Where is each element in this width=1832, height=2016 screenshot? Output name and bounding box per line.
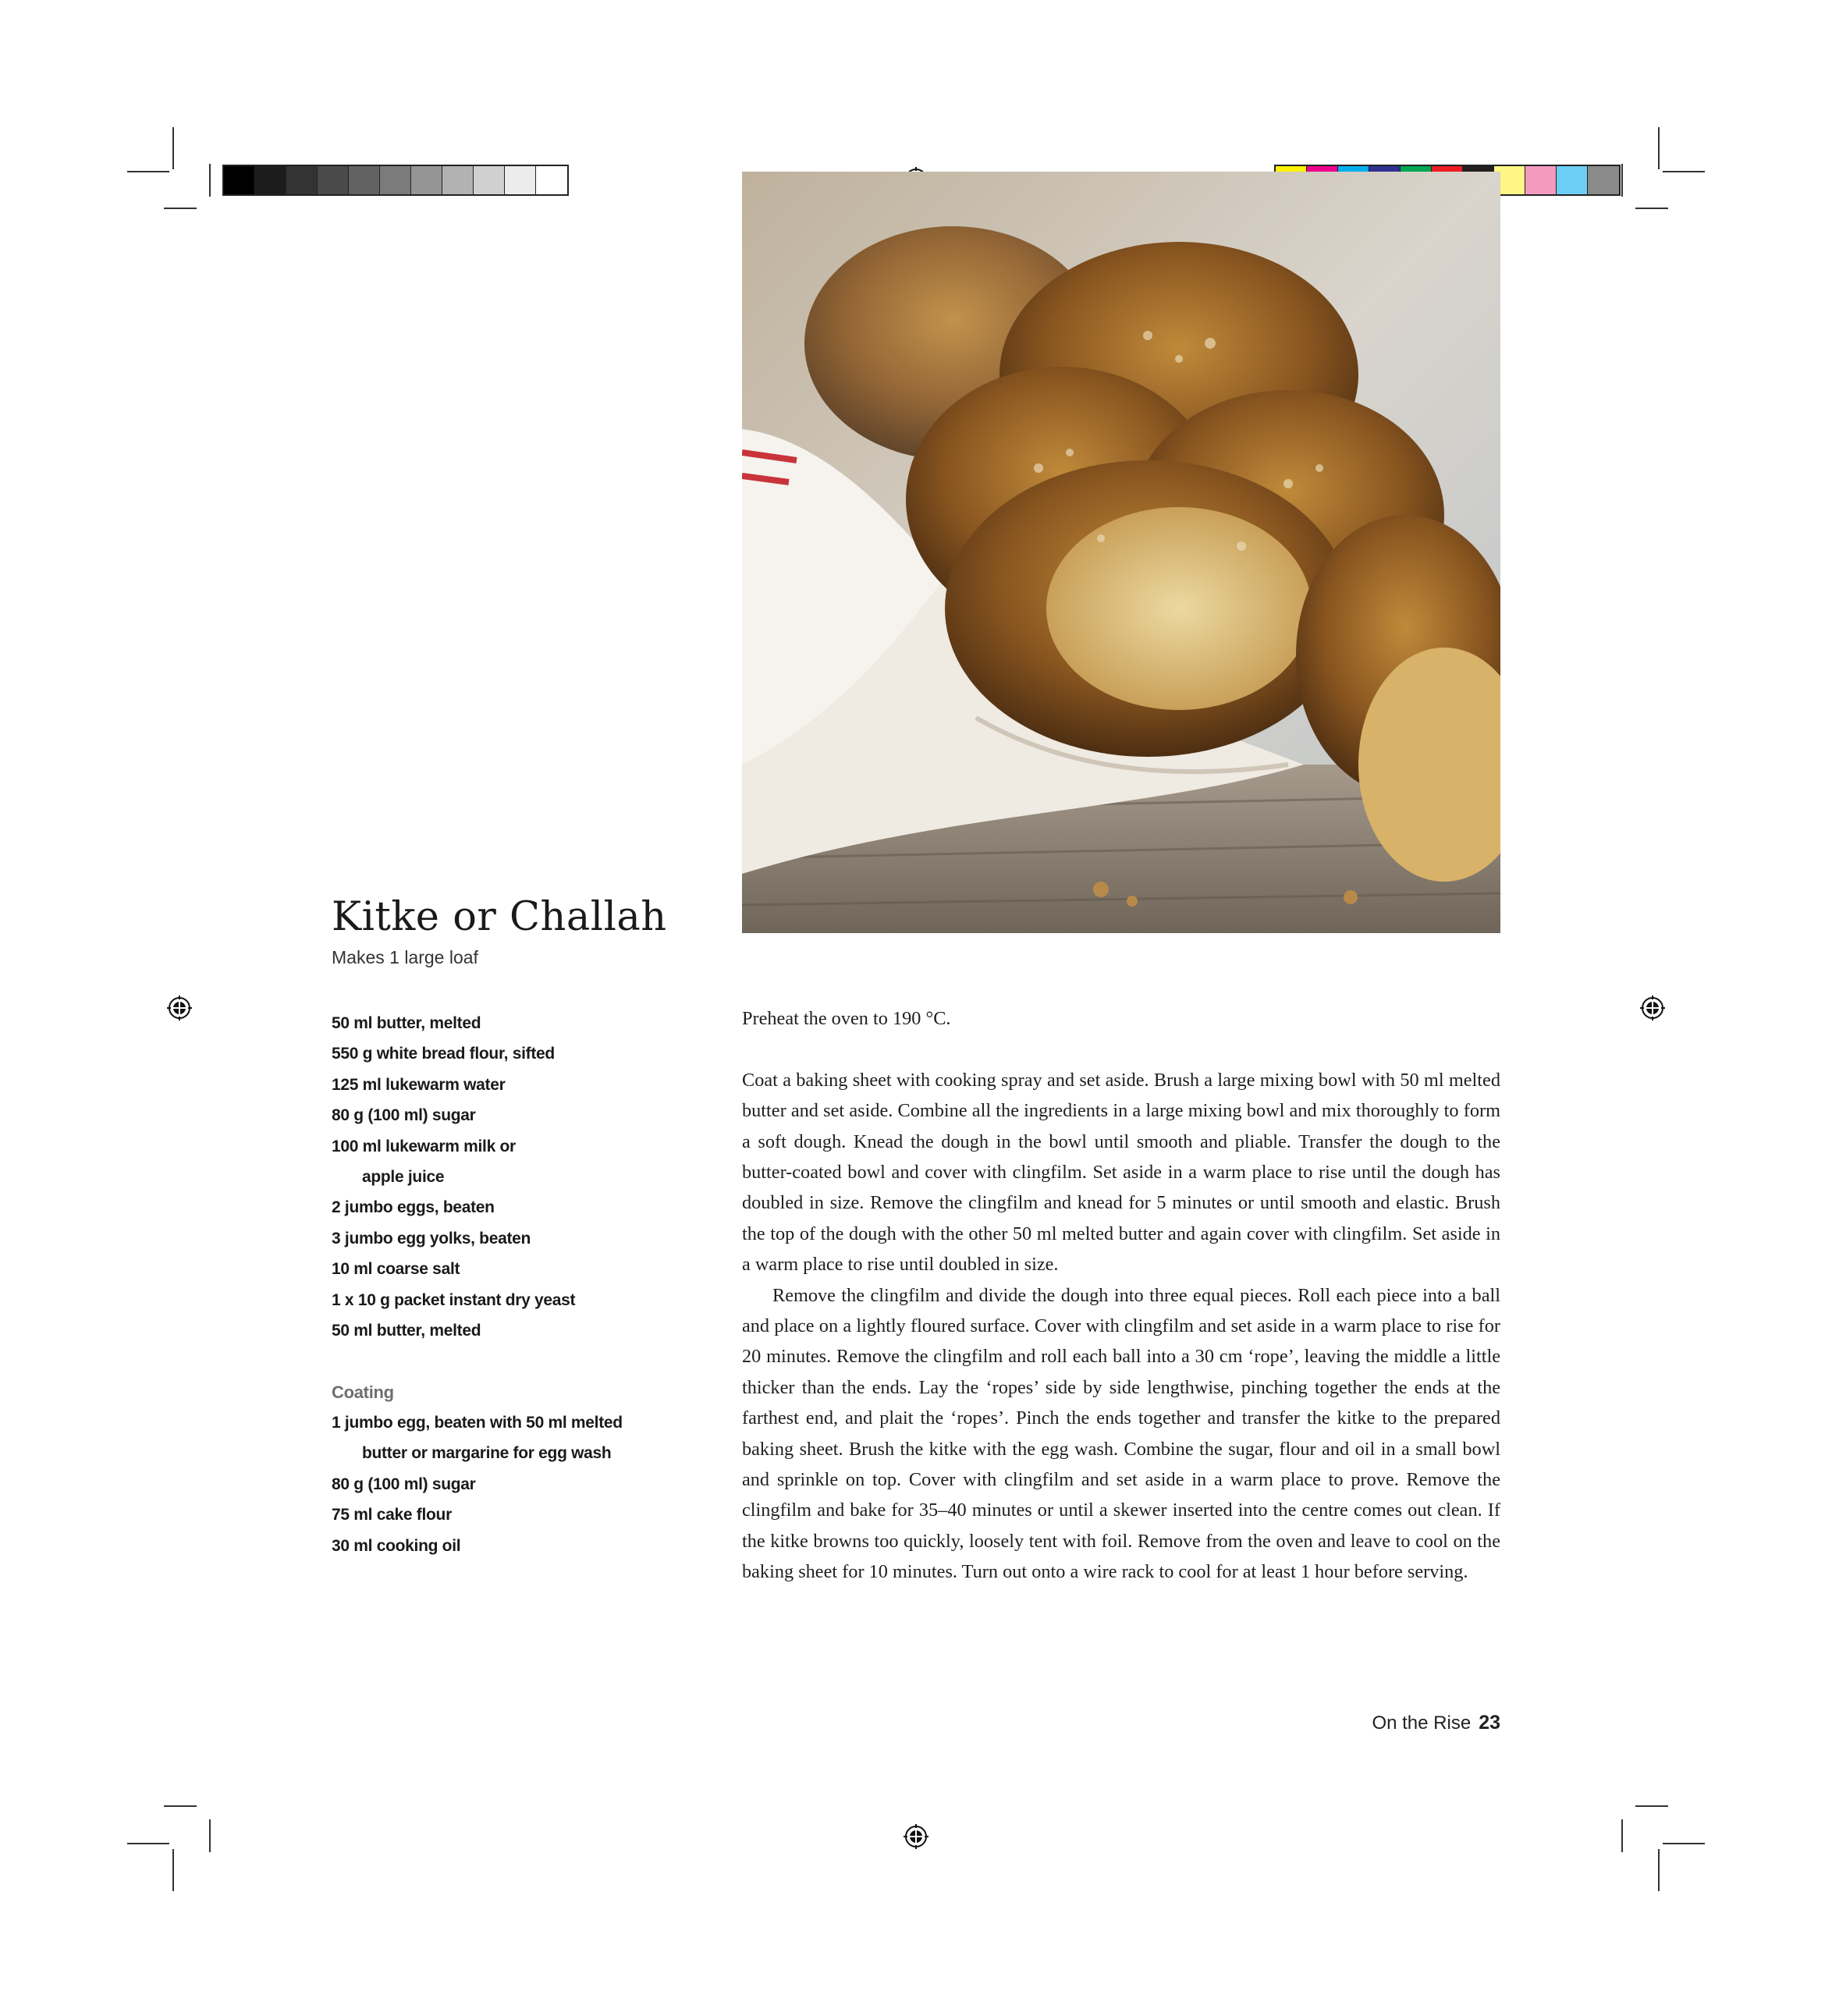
crop-mark <box>164 208 197 209</box>
crop-mark <box>209 1819 211 1852</box>
ingredient-item: 2 jumbo eggs, beaten <box>332 1198 495 1217</box>
ingredients-list <box>332 1008 675 1561</box>
ingredient-item: 125 ml lukewarm water <box>332 1075 506 1094</box>
crop-mark <box>209 164 211 197</box>
recipe-title: Kitke or Challah <box>332 894 667 940</box>
color-swatch <box>349 166 380 194</box>
color-swatch <box>286 166 318 194</box>
registration-mark-icon <box>167 996 192 1020</box>
page-footer <box>1372 1712 1500 1734</box>
color-swatch <box>505 166 536 194</box>
crop-mark <box>1663 171 1705 172</box>
method-paragraph: Remove the clingfilm and divide the dough into three equal pieces. Roll each piece into a ball and place on a lightly floured surface. Cover with clingfilm and set aside in a warm place to rise for 20 minutes. Remove the clingfilm and roll each ball into a 30 cm ‘rope’, leaving the middle a little thicker than the ends. Lay the ‘ropes’ side by side lengthwise, pinching together the ends at the farthest end, and plait the ‘ropes’. Pinch the ends together and transfer the kitke to the prepared baking sheet. Brush the kitke with the egg wash. Combine the sugar, flour and oil in a small bowl and sprinkle on top. Cover with clingfilm and set aside in a warm place to prove. Remove the clingfilm and bake for 35–40 minutes or until a skewer inserted into the centre comes out clean. If the kitke browns too quickly, loosely tent with foil. Remove from the oven and leave to cool on the baking sheet for 10 minutes. Turn out onto a wire rack to cool for at least 1 hour before serving. <box>742 1284 1500 1583</box>
crop-mark <box>1635 1805 1668 1807</box>
ingredient-item: 80 g (100 ml) sugar <box>332 1106 476 1125</box>
ingredient-item: 100 ml lukewarm milk or <box>332 1137 516 1155</box>
crop-mark <box>172 127 174 169</box>
crop-mark <box>1621 1819 1623 1852</box>
method-paragraph: Preheat the oven to 190 °C. <box>742 1008 951 1029</box>
color-swatch <box>1525 166 1557 194</box>
method-text <box>742 1003 1500 1588</box>
coating-item: 75 ml cake flour <box>332 1506 452 1524</box>
ingredient-item: 50 ml butter, melted <box>332 1321 481 1340</box>
page-number: 23 <box>1479 1712 1500 1734</box>
coating-item: 80 g (100 ml) sugar <box>332 1475 476 1493</box>
ingredient-item: apple juice <box>362 1167 445 1186</box>
crop-mark <box>127 171 169 172</box>
coating-item: 30 ml cooking oil <box>332 1536 461 1555</box>
color-swatch <box>224 166 255 194</box>
color-swatch <box>474 166 505 194</box>
crop-mark <box>127 1843 169 1844</box>
crop-mark <box>1658 1849 1660 1891</box>
ingredient-item: 10 ml coarse salt <box>332 1260 460 1279</box>
crop-mark <box>172 1849 174 1891</box>
crop-mark <box>1658 127 1660 169</box>
color-swatch <box>536 166 567 194</box>
method-paragraph: Coat a baking sheet with cooking spray and set aside. Brush a large mixing bowl with 50 ml melted butter and set aside. Combine all the ingredients in a large mixing bowl and mix thoroughly to form a soft dough. Knead the dough in the bowl until smooth and pliable. Transfer the dough to the butter-coated bowl and cover with clingfilm. Set aside in a warm place to rise until the dough has doubled in size. Remove the clingfilm and knead for 5 minutes or until smooth and elastic. Brush the top of the dough with the other 50 ml melted butter and again cover with clingfilm. Set aside in a warm place to rise until doubled in size. <box>742 1069 1500 1276</box>
grayscale-bar <box>222 165 569 196</box>
color-swatch <box>442 166 474 194</box>
color-swatch <box>318 166 349 194</box>
crop-mark <box>164 1805 197 1807</box>
color-swatch <box>255 166 286 194</box>
coating-heading: Coating <box>332 1382 394 1402</box>
ingredient-item: 550 g white bread flour, sifted <box>332 1045 555 1063</box>
section-name: On the Rise <box>1372 1713 1472 1734</box>
ingredient-item: 50 ml butter, melted <box>332 1014 481 1032</box>
color-swatch <box>380 166 411 194</box>
color-swatch <box>1588 166 1619 194</box>
braided-bread-photo <box>742 172 1500 933</box>
color-swatch <box>411 166 442 194</box>
ingredient-item: 3 jumbo egg yolks, beaten <box>332 1229 531 1248</box>
coating-item: 1 jumbo egg, beaten with 50 ml melted <box>332 1414 623 1432</box>
crop-mark <box>1621 164 1623 197</box>
registration-mark-icon <box>1640 996 1665 1020</box>
crop-mark <box>1635 208 1668 209</box>
crop-mark <box>1663 1843 1705 1844</box>
color-swatch <box>1557 166 1588 194</box>
registration-mark-icon <box>904 1824 928 1849</box>
coating-item: butter or margarine for egg wash <box>362 1444 612 1463</box>
ingredient-item: 1 x 10 g packet instant dry yeast <box>332 1290 576 1309</box>
recipe-yield: Makes 1 large loaf <box>332 947 478 967</box>
